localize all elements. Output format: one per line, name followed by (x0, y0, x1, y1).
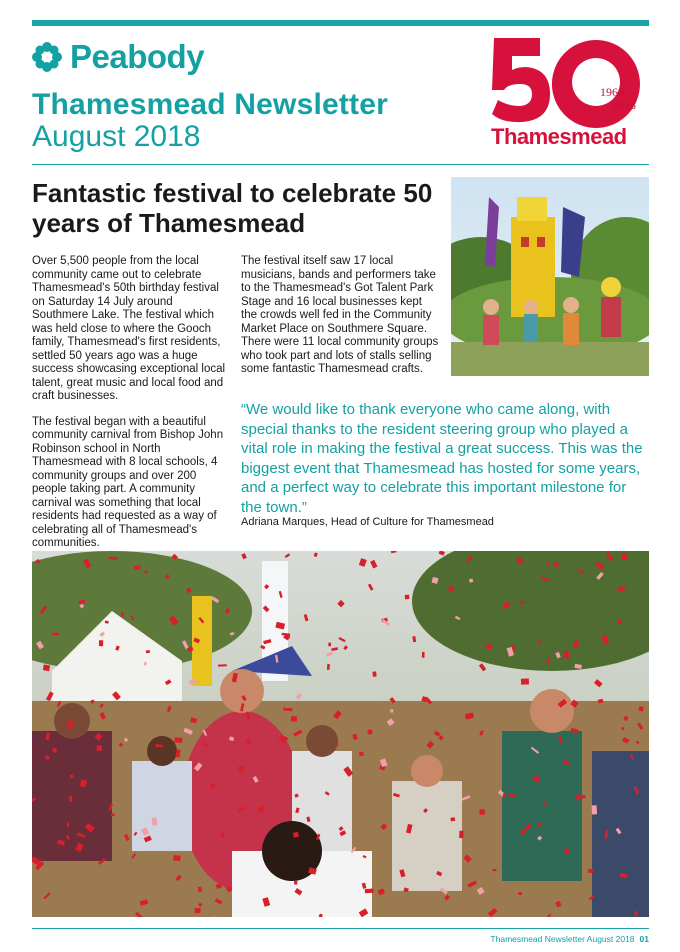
carnival-photo (451, 177, 649, 376)
badge-year-start: 1968— (600, 85, 636, 99)
peabody-flower-icon (30, 40, 64, 74)
footer-rule (32, 928, 649, 929)
badge-town: Thamesmead (491, 124, 627, 149)
article-headline: Fantastic festival to celebrate 50 years of Thamesmead (32, 178, 433, 238)
badge-years (600, 86, 636, 112)
footer-label: Thamesmead Newsletter August 2018 (490, 934, 635, 944)
page-number: 01 (639, 934, 649, 944)
page-footer (490, 934, 649, 944)
article-column-1 (32, 255, 232, 563)
festival-confetti-photo (32, 551, 649, 917)
pull-quote: “We would like to thank everyone who came along, with special thanks to the resident steering group who played a vital role in making the festival a great success. This was the biggest event that Thamesmead has hosted for some years, and a perfect way to celebrate this important milestone for the town.” (241, 401, 643, 516)
logo-text: Peabody (70, 38, 205, 75)
quote-attribution: Adriana Marques, Head of Culture for Thamesmead (241, 516, 494, 528)
newsletter-date: August 2018 (32, 120, 201, 153)
newsletter-title: Thamesmead Newsletter (32, 88, 389, 121)
header-divider (32, 164, 649, 165)
paragraph: Over 5,500 people from the local community came out to celebrate Thamesmead's 50th birthday festival on Saturday 14 July around Southmere Lake. The festival which was held close to where the Gooch family, Thamesmead's first residents, settled 50 years ago was a huge success showcasing exceptional local talent, great music and local food and craft businesses. (32, 255, 226, 402)
top-rule (32, 20, 649, 26)
article-column-2 (241, 255, 441, 389)
peabody-logo (30, 38, 204, 76)
paragraph: The festival began with a beautiful community carnival from Bishop John Robinson school in North Thamesmead with 8 local schools, 4 community groups and over 200 people taking part. A community carnival was something that local residents had requested as a way of celebrating all of Thamesmead's communities. (32, 415, 224, 549)
paragraph: The festival itself saw 17 local musicians, bands and performers take to the Thamesmead's Got Talent Park Stage and 16 local businesses kept the crowds well fed in the Community Market Place on Southmere Square. There were 11 local community groups who took part and lots of stalls selling some fantastic Thamesmead crafts. (241, 255, 439, 375)
badge-year-end: 2018 (612, 98, 636, 112)
